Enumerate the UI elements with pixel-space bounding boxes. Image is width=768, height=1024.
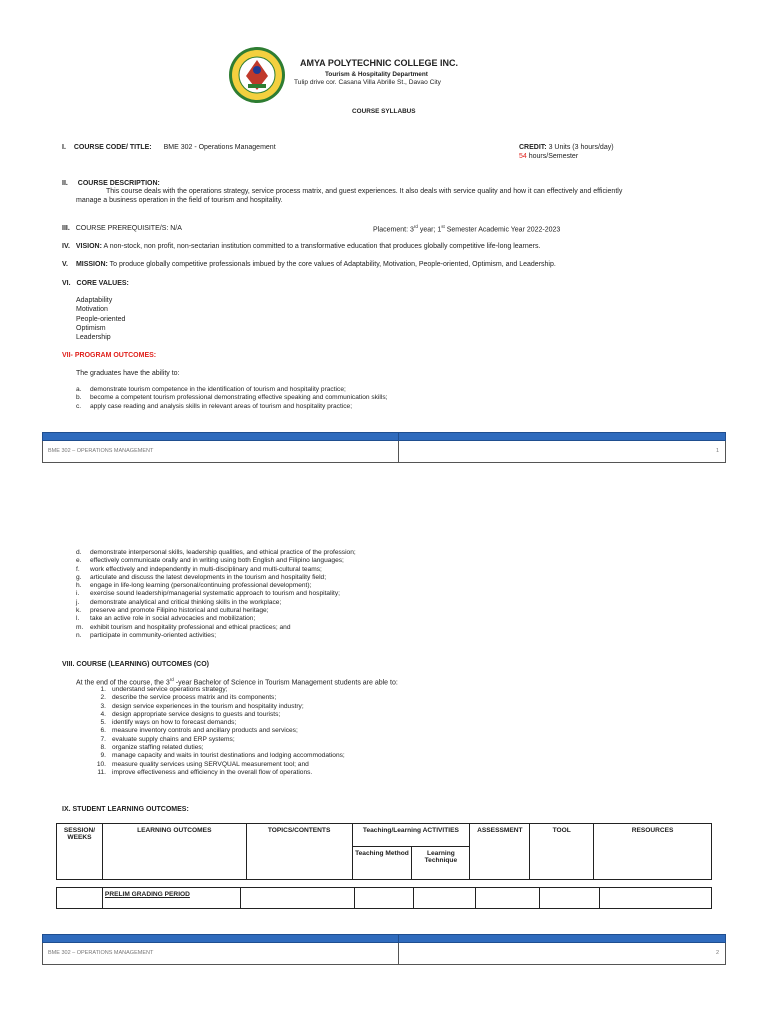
item-text: demonstrate tourism competence in the identification of tourism and hospitality practice; <box>90 386 346 393</box>
list-item <box>90 719 345 727</box>
table-cell <box>240 888 354 909</box>
item-key: 3. <box>100 702 106 710</box>
program-outcomes-list-continued <box>76 549 356 640</box>
item-text: become a competent tourism professional demonstrating effective speaking and communication skills; <box>90 394 388 402</box>
item-key: c. <box>76 402 82 410</box>
credit-label: CREDIT: <box>519 144 547 151</box>
student-learning-outcomes-heading: IX. STUDENT LEARNING OUTCOMES: <box>62 806 189 813</box>
item-text: manage capacity and waits in tourist destinations and lodging accommodations; <box>112 752 345 760</box>
mission-text: To produce globally competitive professionals imbued by the core values of Adaptability, Motivation, People-oriented, Optimism, and Leadership. <box>107 261 556 268</box>
core-value-item: Optimism <box>76 324 106 332</box>
item-key: k. <box>76 607 82 615</box>
page-number: 2 <box>715 950 719 956</box>
item-key: l. <box>76 615 80 623</box>
core-value-item: Leadership <box>76 334 111 342</box>
table-cell <box>540 888 600 909</box>
program-outcomes-intro: The graduates have the ability to: <box>76 370 180 377</box>
footer-bar <box>42 934 726 943</box>
list-item <box>90 752 345 760</box>
list-item <box>90 769 345 777</box>
footer-course: BME 302 – OPERATIONS MANAGEMENT <box>48 448 154 454</box>
course-outcomes-list <box>90 686 345 777</box>
col-outcomes: LEARNING OUTCOMES <box>102 824 246 880</box>
vision-row <box>62 242 540 251</box>
department-name: Tourism & Hospitality Department <box>325 71 428 78</box>
item-key: 9. <box>100 752 106 760</box>
list-item <box>76 632 356 640</box>
section-number: II. <box>62 180 68 187</box>
list-item <box>90 736 345 744</box>
course-description-text <box>76 187 726 205</box>
hours-number: 54 <box>519 153 527 161</box>
item-text: apply case reading and analysis skills in relevant areas of tourism and hospitality practice; <box>90 402 353 410</box>
page-footer <box>42 441 726 463</box>
vision-text: A non-stock, non profit, non-sectarian institution committed to a transformative education that produces globally competitive life-long learners. <box>101 243 541 250</box>
footer-divider <box>398 935 399 942</box>
course-code-row <box>62 143 276 152</box>
item-text: evaluate supply chains and ERP systems; <box>112 735 235 743</box>
list-item <box>76 394 387 402</box>
item-key: a. <box>76 386 82 393</box>
item-key: j. <box>76 598 80 606</box>
slo-prelim-table <box>56 887 712 909</box>
college-address: Tulip drive cor. Casana Villa Abrille St., Davao City <box>294 79 441 86</box>
core-values-heading <box>62 279 129 288</box>
item-text: exhibit tourism and hospitality professional and ethical practices; and <box>90 623 291 631</box>
footer-divider <box>398 943 399 964</box>
item-key: n. <box>76 631 82 639</box>
list-item <box>90 727 345 735</box>
table-cell <box>414 888 476 909</box>
prerequisite-text: COURSE PREREQUISITE/S: N/A <box>75 225 182 232</box>
item-text: demonstrate analytical and critical thinking skills in the workplace; <box>90 598 282 606</box>
item-text: measure quality services using SERVQUAL measurement tool; and <box>112 760 309 768</box>
placement-part: Semester Academic Year 2022-2023 <box>444 226 561 234</box>
item-key: d. <box>76 549 82 556</box>
col-session: SESSION/ WEEKS <box>57 824 103 880</box>
col-tla: Teaching/Learning ACTIVITIES <box>352 824 470 847</box>
item-text: exercise sound leadership/managerial systematic approach to tourism and hospitality; <box>90 590 340 598</box>
core-values-list <box>76 296 125 342</box>
college-logo <box>228 46 286 104</box>
course-code-label: COURSE CODE/ TITLE: <box>73 144 152 151</box>
page-number: 1 <box>715 448 719 454</box>
item-key: m. <box>76 623 84 631</box>
item-text: articulate and discuss the latest developments in the tourism and hospitality field; <box>90 573 327 581</box>
item-text: measure inventory controls and ancillary products and services; <box>112 727 298 735</box>
list-item <box>76 607 356 615</box>
program-outcomes-heading <box>62 351 156 360</box>
section-number: I. <box>62 144 66 151</box>
list-item <box>76 624 356 632</box>
section-number: III. <box>62 225 70 232</box>
program-outcomes-list <box>76 386 387 411</box>
core-value-item: Adaptability <box>76 297 113 304</box>
core-value-item: People-oriented <box>76 315 126 323</box>
item-key: 1. <box>100 686 106 693</box>
item-key: f. <box>76 565 80 573</box>
superscript: st <box>441 224 445 229</box>
superscript: rd <box>413 224 418 229</box>
item-text: effectively communicate orally and in writing using both English and Filipino languages; <box>90 557 344 565</box>
item-key: 8. <box>100 744 106 752</box>
item-text: participate in community-oriented activities; <box>90 631 217 639</box>
description-line: This course deals with the operations strategy, service process matrix, and guest experiences. It also deals with service quality and how it can effectively and efficiently <box>106 188 623 195</box>
core-values-label: CORE VALUES: <box>76 280 129 287</box>
item-text: take an active role in social advocacies and mobilization; <box>90 615 256 623</box>
list-item <box>90 686 345 694</box>
item-text: describe the service process matrix and its components; <box>112 694 277 702</box>
list-item <box>76 582 356 590</box>
item-text: understand service operations strategy; <box>112 686 228 693</box>
credit-value: 3 Units (3 hours/day) <box>546 144 614 151</box>
college-name: AMYA POLYTECHNIC COLLEGE INC. <box>300 58 459 68</box>
item-key: g. <box>76 573 82 581</box>
mission-label: MISSION: <box>75 261 108 268</box>
table-cell <box>600 888 712 909</box>
list-item <box>76 557 356 565</box>
section-number: VII- <box>62 352 73 359</box>
table-cell <box>476 888 540 909</box>
footer-course: BME 302 – OPERATIONS MANAGEMENT <box>48 950 154 956</box>
item-key: b. <box>76 394 82 402</box>
course-outcomes-heading: VIII. COURSE (LEARNING) OUTCOMES (CO) <box>62 661 209 668</box>
description-line: manage a business operation in the field of tourism and hospitality. <box>76 197 283 205</box>
intro-part: At the end of the course, the 3 <box>76 679 170 687</box>
list-item <box>76 403 387 411</box>
credit-info <box>519 143 614 161</box>
item-text: design service experiences in the tourism and hospitality industry; <box>112 702 304 710</box>
item-text: work effectively and independently in multi-disciplinary and multi-cultural teams; <box>90 565 322 573</box>
section-number: IV. <box>62 243 70 250</box>
prerequisite-row <box>62 224 182 233</box>
item-key: 7. <box>100 735 106 743</box>
list-item <box>90 711 345 719</box>
prelim-period-label: PRELIM GRADING PERIOD <box>102 888 240 909</box>
item-text: design appropriate service designs to guests and tourists; <box>112 710 281 718</box>
item-key: 5. <box>100 719 106 727</box>
list-item <box>76 590 356 598</box>
item-text: preserve and promote Filipino historical and cultural heritage; <box>90 607 269 615</box>
program-outcomes-label: PROGRAM OUTCOMES: <box>74 352 157 359</box>
slo-header-table <box>56 823 712 880</box>
placement-text <box>373 224 560 234</box>
intro-part: -year Bachelor of Science in Tourism Management students are able to: <box>173 679 398 687</box>
core-value-item: Motivation <box>76 306 108 314</box>
list-item <box>90 761 345 769</box>
course-description-label: COURSE DESCRIPTION: <box>77 180 160 187</box>
item-key: 11. <box>97 768 106 776</box>
col-tool: TOOL <box>530 824 594 880</box>
footer-divider <box>398 433 399 440</box>
table-cell <box>354 888 414 909</box>
hours-text: hours/Semester <box>526 153 579 161</box>
superscript: rd <box>169 677 174 682</box>
section-number: V. <box>62 261 68 268</box>
item-text: engage in life-long learning (personal/continuing professional development); <box>90 582 312 590</box>
col-learning-technique: Learning Technique <box>412 847 470 880</box>
item-key: 2. <box>100 694 106 702</box>
col-assessment: ASSESSMENT <box>470 824 530 880</box>
list-item <box>90 703 345 711</box>
list-item <box>76 615 356 623</box>
footer-divider <box>398 441 399 462</box>
list-item <box>76 574 356 582</box>
item-text: improve effectiveness and efficiency in the overall flow of operations. <box>112 768 313 776</box>
footer-bar <box>42 432 726 441</box>
list-item <box>76 386 387 394</box>
item-key: i. <box>76 590 80 598</box>
item-text: demonstrate interpersonal skills, leadership qualities, and ethical practice of the profession; <box>90 549 356 556</box>
placement-part: Placement: 3 <box>373 226 414 234</box>
item-key: 4. <box>100 710 106 718</box>
list-item <box>76 549 356 557</box>
list-item <box>76 566 356 574</box>
item-text: identify ways on how to forecast demands; <box>112 719 237 727</box>
table-cell <box>57 888 103 909</box>
course-code-value: BME 302 - Operations Management <box>163 144 276 151</box>
mission-row <box>62 260 556 269</box>
placement-part: year; 1 <box>417 226 442 234</box>
document-title: COURSE SYLLABUS <box>352 108 416 115</box>
list-item <box>76 599 356 607</box>
item-key: h. <box>76 582 82 590</box>
col-teaching-method: Teaching Method <box>352 847 412 880</box>
item-text: organize staffing related duties; <box>112 744 204 752</box>
list-item <box>90 694 345 702</box>
vision-label: VISION: <box>75 243 102 250</box>
item-key: 6. <box>100 727 106 735</box>
col-resources: RESOURCES <box>594 824 712 880</box>
item-key: 10. <box>96 760 106 768</box>
page-footer <box>42 943 726 965</box>
list-item <box>90 744 345 752</box>
item-key: e. <box>76 557 82 565</box>
col-topics: TOPICS/CONTENTS <box>246 824 352 880</box>
section-number: VI. <box>62 280 71 287</box>
